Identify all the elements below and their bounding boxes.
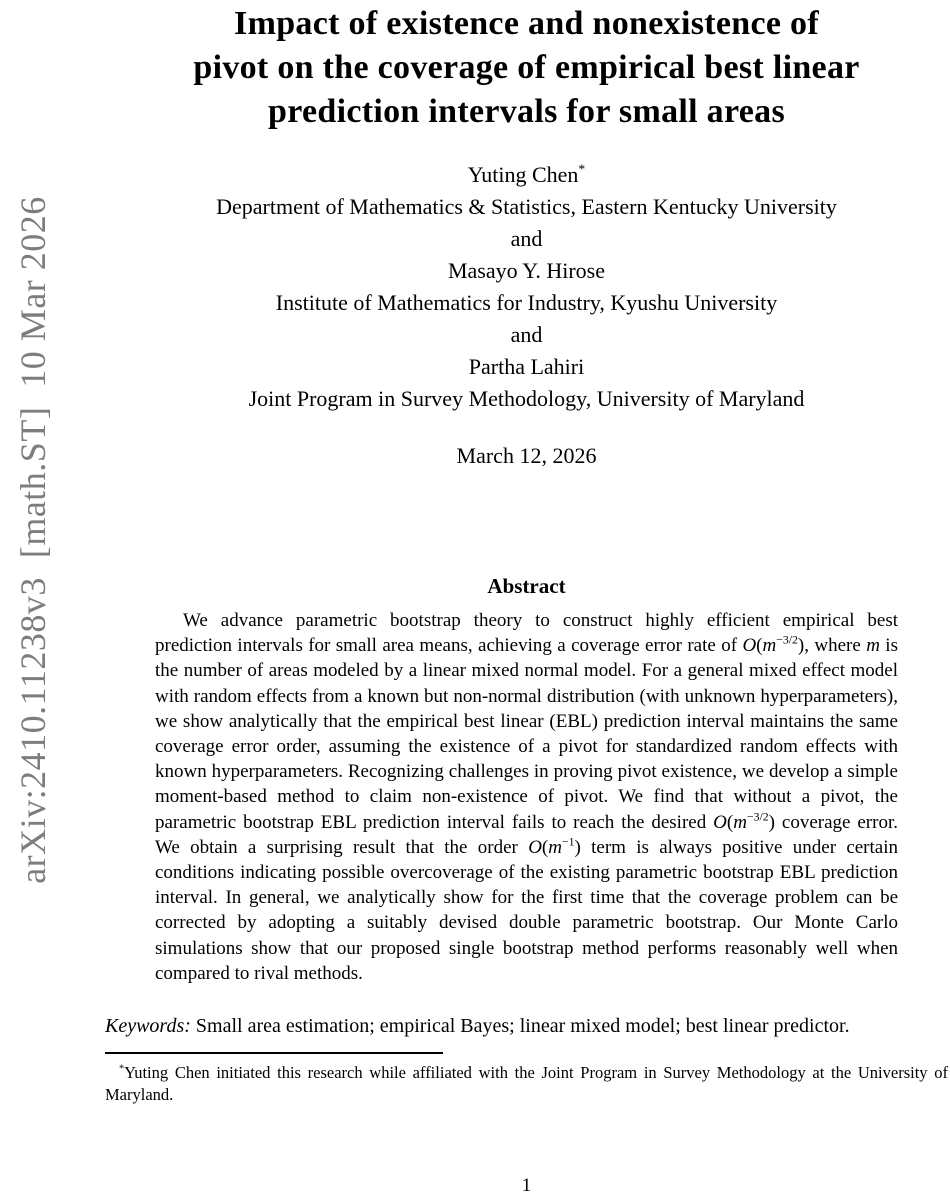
paper-title-line-3: prediction intervals for small areas: [268, 93, 785, 130]
footnote: [105, 1062, 948, 1105]
footnote-text: Yuting Chen initiated this research while affiliated with the Joint Program in Survey Methodology at the University of Maryland.: [105, 1063, 948, 1104]
author-name: Masayo Y. Hirose: [447, 258, 606, 283]
paper-content: [105, 2, 948, 1105]
keywords-label: Keywords:: [105, 1015, 191, 1038]
author-affiliation: Department of Mathematics & Statistics, Eastern Kentucky University: [216, 194, 837, 219]
author-name-text: Yuting Chen: [467, 162, 579, 187]
paper-title: [105, 2, 948, 134]
paper-title-line-2: pivot on the coverage of empirical best linear: [193, 49, 860, 86]
footnote-rule: [105, 1052, 443, 1054]
abstract-text: We advance parametric bootstrap theory to construct highly efficient empirical best prediction intervals for small area means, achieving a coverage error rate of $O(m^{-3/2})$, where m is the number of areas modeled by a linear mixed normal model. For a general mixed effect model with random effects from a known but non-normal distribution (with unknown hyperparameters), we show analytically that the empirical best linear (EBL) prediction interval maintains the same coverage error order, assuming the existence of a pivot for standardized random effects with known hyperparameters. Recognizing challenges in proving pivot existence, we develop a simple moment-based method to claim non-existence of pivot. We find that without a pivot, the parametric bootstrap EBL prediction interval fails to reach the desired $O(m^{-3/2})$ coverage error. We obtain a surprising result that the order $O(m^{-1})$ term is always positive under certain conditions indicating possible overcoverage of the existing parametric bootstrap EBL prediction interval. In general, we analytically show for the first time that the coverage problem can be corrected by adopting a suitably devised double parametric bootstrap. Our Monte Carlo simulations show that our proposed single bootstrap method performs reasonably well when compared to rival methods.: [155, 610, 899, 984]
author-footnote-marker: *: [578, 161, 586, 177]
author-affiliation: Joint Program in Survey Methodology, University of Maryland: [248, 386, 805, 411]
author-name: Partha Lahiri: [468, 354, 585, 379]
page-number: 1: [521, 1175, 532, 1196]
footnote-marker: *: [119, 1063, 125, 1075]
author-name: [105, 159, 948, 191]
abstract-heading: Abstract: [487, 574, 566, 598]
author-block: [105, 159, 948, 415]
arxiv-watermark: arXiv:2410.11238v3 [math.ST] 10 Mar 2026: [13, 196, 53, 884]
paper-date: March 12, 2026: [456, 443, 597, 468]
paper-title-line-1: Impact of existence and nonexistence of: [234, 5, 819, 42]
keywords-text: Small area estimation; empirical Bayes; linear mixed model; best linear predictor.: [190, 1015, 850, 1038]
author-connector: and: [510, 322, 543, 347]
author-connector: and: [510, 226, 543, 251]
keywords-line: [105, 1013, 948, 1039]
author-affiliation: Institute of Mathematics for Industry, Kyushu University: [275, 290, 778, 315]
